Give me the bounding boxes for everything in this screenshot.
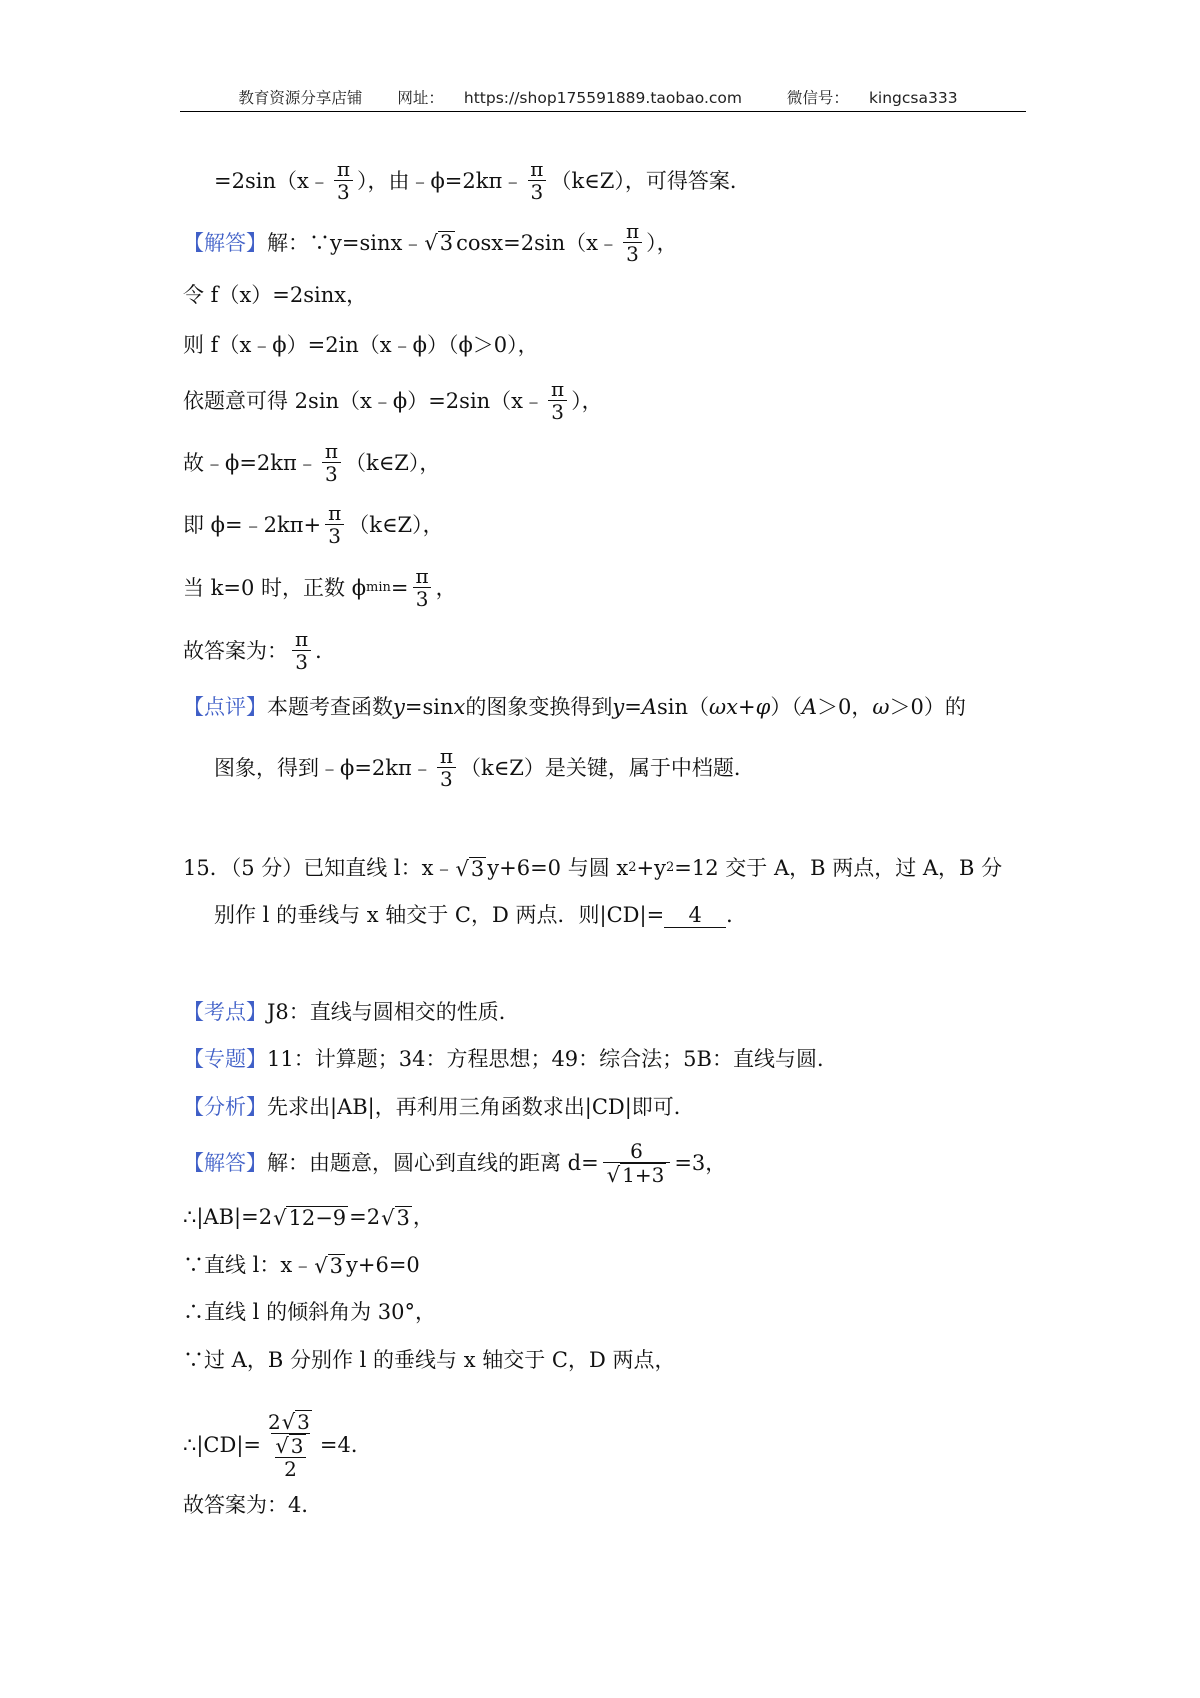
q15-line-2: 别作 l 的垂线与 x 轴交于 C，D 两点．则|CD|= 4 ．	[214, 902, 748, 927]
fenxi-line: 【分析】 先求出|AB|，再利用三角函数求出|CD|即可．	[183, 1092, 695, 1122]
fraction-pi-3: $\frac{\pi}{3}$	[325, 502, 344, 547]
sqrt-3: √ 3	[424, 231, 454, 255]
answer-blank: 4	[664, 903, 726, 928]
prev-line-6: 故﹣ϕ=2kπ﹣ $\frac{\pi}{3}$ （k∈Z），	[183, 439, 441, 486]
prev-line-5: 依题意可得 2sin（x﹣ϕ）=2sin（x﹣ $\frac{\pi}{3}$ ），	[183, 377, 603, 424]
header-rule	[180, 111, 1026, 112]
prev-line-4: 则 f（x﹣ϕ）=2in（x﹣ϕ）（ϕ＞0），	[183, 333, 539, 357]
fraction-pi-3: $\frac{\pi}{3}$	[413, 565, 432, 610]
fraction-pi-3: $\frac{\pi}{3}$	[548, 378, 567, 423]
prev-line-9: 故答案为： $\frac{\pi}{3}$ ．	[183, 627, 337, 674]
prev-line-7: 即 ϕ=﹣2kπ+ $\frac{\pi}{3}$ （k∈Z），	[183, 501, 444, 548]
fraction-cd: 2 √ 3 √ 3 2	[268, 1410, 310, 1481]
prev-line-3: 令 f（x）=2sinx，	[183, 283, 368, 307]
fraction-pi-3: $\frac{\pi}{3}$	[334, 158, 353, 203]
shop-name: 教育资源分享店铺	[238, 89, 363, 107]
zhuanti-tag: 【专题】	[183, 1047, 267, 1071]
site-url[interactable]: https://shop175591889.taobao.com	[463, 89, 742, 107]
prev-line-10: 【点评】 本题考查函数 y =sin x 的图象变换得到 y = A sin（ ωx + φ ）（ A ＞0， ω ＞0）的	[183, 692, 966, 722]
wechat-label: 微信号：	[786, 89, 849, 107]
fraction-6-sqrt: 6 √ 1+3	[603, 1140, 671, 1186]
sqrt-3: √ 3	[455, 856, 485, 881]
kaodian-line: 【考点】 J8：直线与圆相交的性质．	[183, 997, 520, 1027]
q15-solution-1: 【解答】 解：由题意，圆心到直线的距离 d= 6 √ 1+3 =3，	[183, 1139, 727, 1187]
q15-solution-4: ∴直线 l 的倾斜角为 30°，	[183, 1300, 436, 1324]
page-header	[180, 86, 1026, 108]
fraction-pi-3: $\frac{\pi}{3}$	[292, 628, 311, 673]
kaodian-tag: 【考点】	[183, 1000, 267, 1024]
wechat-id: kingcsa333	[868, 89, 958, 107]
jieda-tag: 【解答】	[183, 1151, 267, 1175]
prev-line-11: 图象，得到﹣ϕ=2kπ﹣ $\frac{\pi}{3}$ （k∈Z）是关键，属于中档题．	[214, 744, 755, 791]
q15-solution-2: ∴|AB|=2 √ 12−9 =2 √ 3 ，	[183, 1205, 434, 1230]
jieda-tag: 【解答】	[183, 230, 267, 255]
zhuanti-line: 【专题】 11：计算题；34：方程思想；49：综合法；5B：直线与圆．	[183, 1044, 838, 1074]
site-label: 网址：	[397, 89, 444, 107]
q15-solution-3: ∵直线 l：x﹣ √ 3 y+6=0	[183, 1253, 420, 1278]
fraction-pi-3: $\frac{\pi}{3}$	[437, 745, 456, 790]
q15-solution-5: ∵过 A，B 分别作 l 的垂线与 x 轴交于 C，D 两点，	[183, 1348, 676, 1372]
fraction-pi-3: $\frac{\pi}{3}$	[322, 440, 341, 485]
dianping-tag: 【点评】	[183, 695, 267, 719]
prev-line-2: 【解答】 解：∵y=sinx﹣ √ 3 cosx=2sin（x﹣ $\frac{\pi}{3}$ ），	[183, 219, 678, 266]
prev-line-8: 当 k=0 时，正数 ϕ min = $\frac{\pi}{3}$ ，	[183, 564, 457, 611]
fenxi-tag: 【分析】	[183, 1095, 267, 1119]
q15-solution-6: ∴|CD|= 2 √ 3 √ 3 2 =4．	[183, 1410, 372, 1481]
q15-solution-7: 故答案为：4．	[183, 1493, 323, 1517]
fraction-pi-3: $\frac{\pi}{3}$	[527, 158, 546, 203]
q15-line-1: 15．（5 分）已知直线 l：x﹣ √ 3 y+6=0 与圆 x 2 +y 2 =12 交于 A，B 两点，过 A，B 分	[183, 856, 1003, 881]
prev-line-1: =2sin（x﹣ $\frac{\pi}{3}$ ），由﹣ϕ=2kπ﹣ $\frac{\pi}{3}$ （k∈Z），可得答案．	[214, 157, 751, 204]
fraction-pi-3: $\frac{\pi}{3}$	[623, 220, 642, 265]
